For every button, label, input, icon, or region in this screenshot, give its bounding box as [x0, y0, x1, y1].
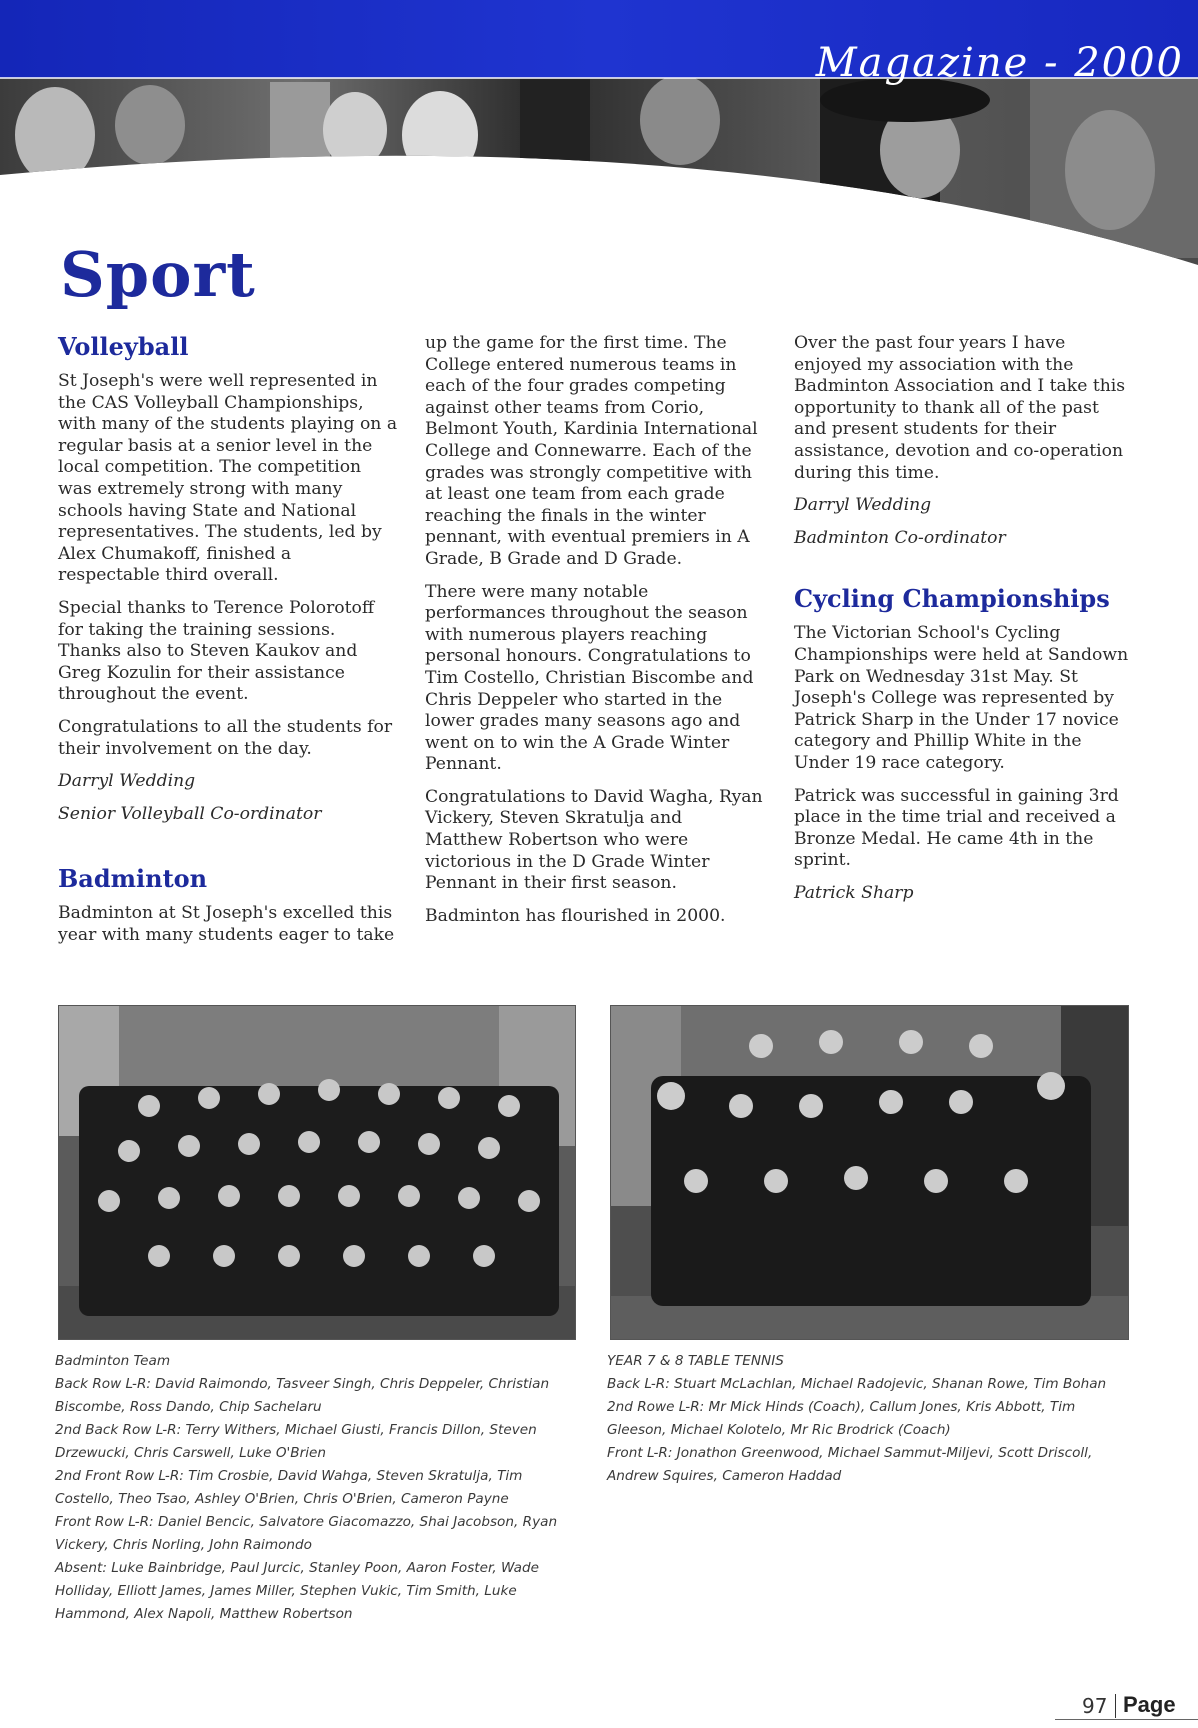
caption-line: 2nd Back Row L-R: Terry Withers, Michael Giusti, Francis Dillon, Steven	[55, 1422, 537, 1438]
magazine-title: Magazine - 2000	[815, 40, 1184, 86]
caption-title: Badminton Team	[55, 1353, 171, 1369]
badminton-paragraph: Over the past four years I have enjoyed my association with the Badminton Association and I take this opportunity to thank all of the past and present students for their assistance, devotion and co-operation during this time.	[794, 333, 1126, 483]
page-number: 97	[1082, 1694, 1108, 1718]
caption-line: Andrew Squires, Cameron Haddad	[607, 1468, 842, 1484]
caption-line: Front Row L-R: Daniel Bencic, Salvatore Giacomazzo, Shai Jacobson, Ryan	[55, 1514, 558, 1530]
caption-line: Hammond, Alex Napoli, Matthew Robertson	[55, 1606, 353, 1622]
caption-line: Biscombe, Ross Dando, Chip Sachelaru	[55, 1399, 322, 1415]
table-tennis-photo-caption	[607, 1350, 1127, 1488]
badminton-signature-name: Darryl Wedding	[794, 495, 932, 516]
caption-line: Vickery, Chris Norling, John Raimondo	[55, 1537, 312, 1553]
badminton-paragraph: There were many notable performances throughout the season with numerous players reaching personal honours. Congratulations to Tim Costello, Christian Biscombe and Chris Deppeler who started in the lower grades many seasons ago and went on to win the A Grade Winter Pennant.	[425, 581, 754, 775]
badminton-signature-role: Badminton Co-ordinator	[794, 527, 1006, 548]
badminton-team-photo	[58, 1005, 576, 1340]
cycling-signature-name: Patrick Sharp	[794, 882, 914, 903]
badminton-paragraph: Congratulations to David Wagha, Ryan Vickery, Steven Skratulja and Matthew Robertson who were victorious in the D Grade Winter Pennant in their first season.	[425, 786, 763, 894]
caption-line: Front L-R: Jonathon Greenwood, Michael Sammut-Miljevi, Scott Driscoll,	[607, 1445, 1093, 1461]
caption-line: 2nd Rowe L-R: Mr Mick Hinds (Coach), Callum Jones, Kris Abbott, Tim	[607, 1399, 1076, 1415]
cycling-paragraph: Patrick was successful in gaining 3rd place in the time trial and received a Bronze Medal. He came 4th in the sprint.	[794, 785, 1119, 871]
caption-line: Drzewucki, Chris Carswell, Luke O'Brien	[55, 1445, 326, 1461]
table-tennis-team-photo	[610, 1005, 1129, 1340]
column-1	[58, 332, 398, 957]
volleyball-heading: Volleyball	[58, 332, 189, 361]
caption-line: Gleeson, Michael Kolotelo, Mr Ric Brodrick (Coach)	[607, 1422, 951, 1438]
caption-line: Costello, Theo Tsao, Ashley O'Brien, Chris O'Brien, Cameron Payne	[55, 1491, 509, 1507]
caption-line: Holliday, Elliott James, James Miller, Stephen Vukic, Tim Smith, Luke	[55, 1583, 517, 1599]
footer-rule	[1055, 1719, 1198, 1720]
page-footer	[1055, 1692, 1198, 1722]
caption-title: YEAR 7 & 8 TABLE TENNIS	[607, 1353, 784, 1369]
badminton-paragraph: up the game for the first time. The College entered numerous teams in each of the four grades competing against other teams from Corio, Belmont Youth, Kardinia International College and Connewarre. Each of the grades was strongly competitive with at least one team from each grade reaching the finals in the winter pennant, with eventual premiers in A Grade, B Grade and D Grade.	[425, 333, 758, 569]
column-3	[794, 333, 1134, 915]
column-2	[425, 333, 765, 938]
badminton-paragraph: Badminton at St Joseph's excelled this year with many students eager to take	[58, 903, 395, 945]
page-label: Page	[1123, 1692, 1176, 1717]
badminton-photo-caption	[55, 1350, 575, 1626]
volleyball-paragraph: St Joseph's were well represented in the CAS Volleyball Championships, with many of the students playing on a regular basis at a senior level in the local competition. The competition was extremely strong with many schools having State and National representatives. The students, led by Alex Chumakoff, finished a respectable third overall.	[58, 371, 398, 586]
badminton-paragraph: Badminton has flourished in 2000.	[425, 905, 726, 926]
caption-line: Back L-R: Stuart McLachlan, Michael Radojevic, Shanan Rowe, Tim Bohan	[607, 1376, 1107, 1392]
page-separator	[1115, 1694, 1116, 1718]
caption-line: 2nd Front Row L-R: Tim Crosbie, David Wahga, Steven Skratulja, Tim	[55, 1468, 523, 1484]
caption-line: Absent: Luke Bainbridge, Paul Jurcic, Stanley Poon, Aaron Foster, Wade	[55, 1560, 539, 1576]
volleyball-signature-role: Senior Volleyball Co-ordinator	[58, 803, 322, 824]
badminton-heading: Badminton	[58, 864, 208, 894]
page-title: Sport	[60, 238, 256, 311]
volleyball-signature-name: Darryl Wedding	[58, 771, 196, 792]
volleyball-paragraph: Congratulations to all the students for their involvement on the day.	[58, 716, 393, 759]
cycling-heading: Cycling Championships	[794, 584, 1110, 614]
volleyball-paragraph: Special thanks to Terence Polorotoff for taking the training sessions. Thanks also to Steven Kaukov and Greg Kozulin for their assistance throughout the event.	[58, 597, 375, 705]
cycling-paragraph: The Victorian School's Cycling Championships were held at Sandown Park on Wednesday 31st May. St Joseph's College was represented by Patrick Sharp in the Under 17 novice category and Phillip White in the Under 19 race category.	[794, 623, 1129, 773]
caption-line: Back Row L-R: David Raimondo, Tasveer Singh, Chris Deppeler, Christian	[55, 1376, 550, 1392]
